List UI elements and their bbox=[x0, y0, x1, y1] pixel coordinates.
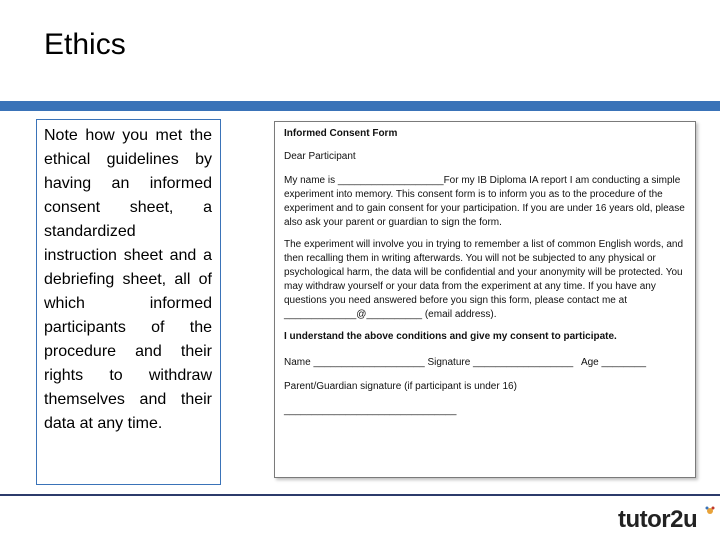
form-title: Informed Consent Form bbox=[284, 128, 398, 139]
form-consent: I understand the above conditions and give my consent to participate. bbox=[284, 331, 617, 342]
note-text: Note how you met the ethical guidelines by having an informed consent sheet, a standardized instruction sheet and a debriefing sheet, all of which informed participants of the procedure and their rights to withdraw themselves and their data at any time. bbox=[44, 127, 212, 432]
form-signature-line: Name ____________________ Signature __________________ Age ________ bbox=[284, 357, 647, 368]
slide-title: Ethics bbox=[44, 28, 126, 61]
header-band bbox=[0, 101, 720, 111]
form-body: The experiment will involve you in trying to remember a list of common English words, and then recalling them in writing afterwards. You will not be subjected to any physical or psychological harm, the data will be confidential and your anonymity will be protected. You may withdraw yourself or your data from the experiment at any time. If you have any questions you need answered before you sign this form, please contact me at _____________@__________ (email address). bbox=[284, 239, 684, 320]
form-intro: My name is ___________________For my IB Diploma IA report I am conducting a simple experiment into memory. This consent form is to inform you as to the procedure of the experiment and to gain consent for your participation. If you are under 16 years old, please also ask your parent or guardian to sign the form. bbox=[284, 175, 685, 228]
form-guardian: Parent/Guardian signature (if participant is under 16) bbox=[284, 381, 517, 392]
brand-logo: tutor2u bbox=[618, 506, 698, 533]
note-box bbox=[36, 119, 221, 485]
form-greeting: Dear Participant bbox=[284, 151, 356, 162]
footer-line bbox=[0, 494, 720, 496]
consent-form-image bbox=[274, 121, 696, 478]
form-guardian-blank: _______________________________ bbox=[284, 405, 457, 416]
logo-star-icon bbox=[704, 505, 716, 517]
